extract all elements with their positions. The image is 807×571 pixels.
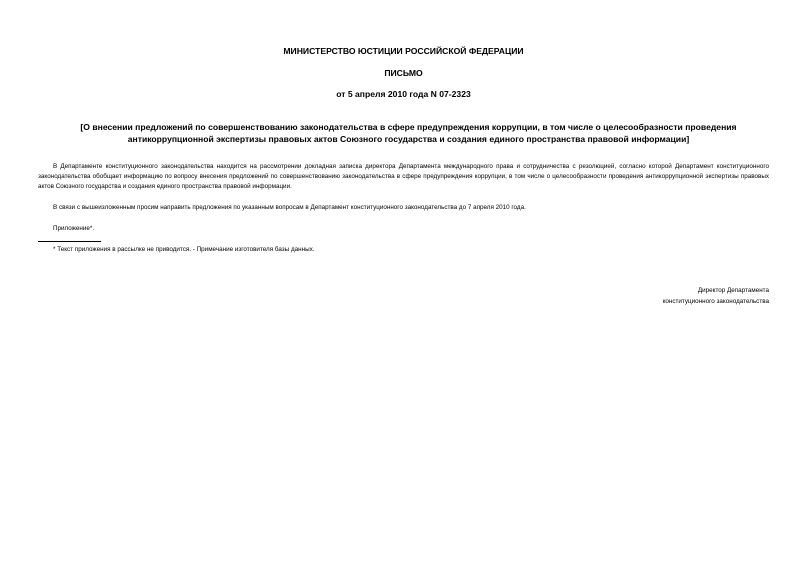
- body-paragraph-1: В Департаменте конституционного законодательства находится на рассмотрении докладная записка директора Департамента международного права и сотрудничества с резолюцией, согласно которой Департамент конституционного законодательства обобщает информацию по вопросу внесения предложений по совершенствованию законодательства в сфере предупреждения коррупции, в том числе о целесообразности проведения антикоррупционной экспертизы правовых актов Союзного государства и создания единого пространства правовой информации.: [38, 163, 769, 190]
- signature-block: [663, 285, 769, 307]
- signature-title-line-1: Директор Департамента: [697, 287, 769, 294]
- footnote-text: * Текст приложения в рассылке не приводится. - Примечание изготовителя базы данных.: [53, 246, 315, 253]
- ministry-name: МИНИСТЕРСТВО ЮСТИЦИИ РОССИЙСКОЙ ФЕДЕРАЦИИ: [283, 46, 524, 56]
- attachment-line: Приложение*.: [53, 225, 95, 232]
- document-title: [О внесении предложений по совершенствованию законодательства в сфере предупреждения коррупции, в том числе о целесообразности проведения антикоррупционной экспертизы правовых актов Союзного государства и создания единого пространства правовой информации]: [80, 122, 737, 144]
- document-date-number: от 5 апреля 2010 года N 07-2323: [336, 89, 471, 99]
- footnote-separator: [38, 241, 101, 242]
- document-type: ПИСЬМО: [384, 68, 423, 78]
- body-paragraph-2: В связи с вышеизложенным просим направить предложения по указанным вопросам в Департамент конституционного законодательства до 7 апреля 2010 года.: [53, 204, 526, 211]
- signature-title-line-2: конституционного законодательства: [662, 298, 769, 305]
